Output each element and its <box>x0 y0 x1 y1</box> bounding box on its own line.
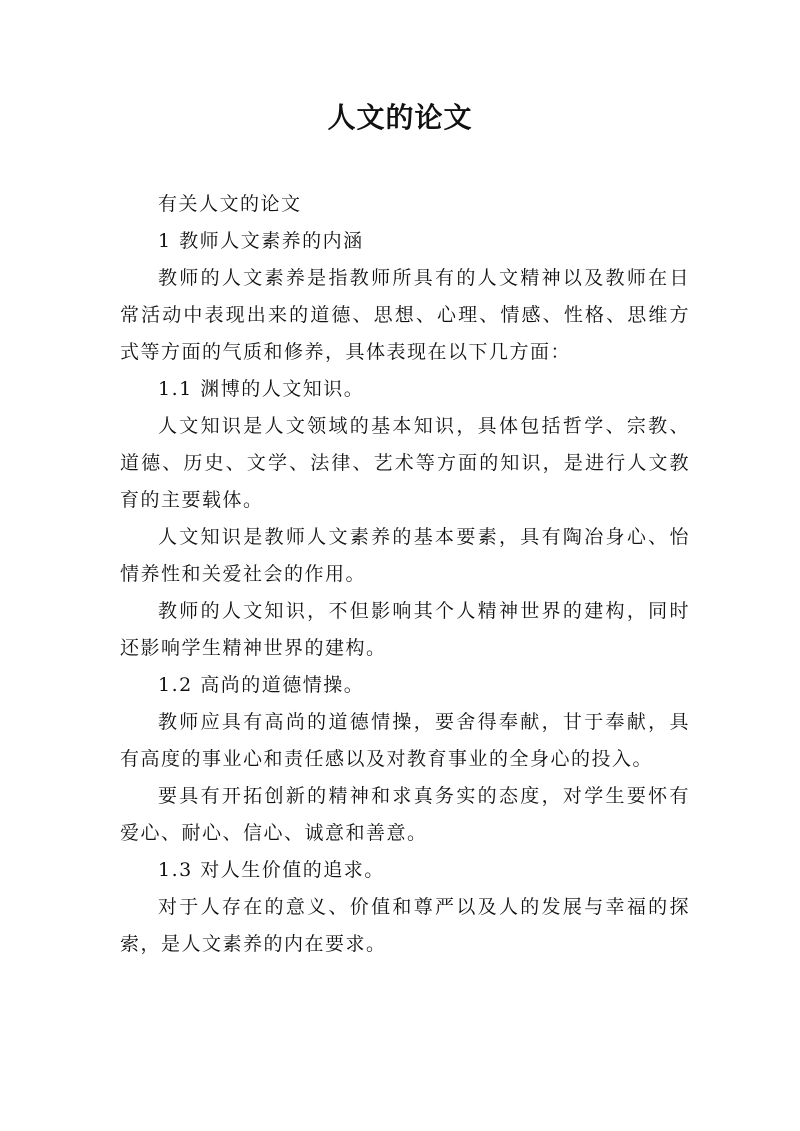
document-title: 人文的论文 <box>327 101 473 134</box>
paragraph: 教师的人文素养是指教师所具有的人文精神以及教师在日常活动中表现出来的道德、思想、心理、情感、性格、思维方式等方面的气质和修养，具体表现在以下几方面： <box>120 267 690 363</box>
paragraph: 要具有开拓创新的精神和求真务实的态度，对学生要怀有爱心、耐心、信心、诚意和善意。 <box>120 785 690 844</box>
paragraph-intro: 有关人文的论文 <box>158 193 302 215</box>
paragraph: 教师应具有高尚的道德情操，要舍得奉献，甘于奉献，具有高度的事业心和责任感以及对教育事业的全身心的投入。 <box>120 711 690 770</box>
paragraph: 对于人存在的意义、价值和尊严以及人的发展与幸福的探索，是人文素养的内在要求。 <box>120 896 690 955</box>
subsection-heading-1-1: 1.1 渊博的人文知识。 <box>158 378 365 400</box>
subsection-heading-1-3: 1.3 对人生价值的追求。 <box>158 859 385 881</box>
section-heading-1: 1 教师人文素养的内涵 <box>158 230 364 252</box>
paragraph: 人文知识是人文领域的基本知识，具体包括哲学、宗教、道德、历史、文学、法律、艺术等方面的知识，是进行人文教育的主要载体。 <box>120 415 690 511</box>
paragraph: 教师的人文知识，不但影响其个人精神世界的建构，同时还影响学生精神世界的建构。 <box>120 600 690 659</box>
document-body <box>120 186 690 963</box>
paragraph: 人文知识是教师人文素养的基本要素，具有陶冶身心、怡情养性和关爱社会的作用。 <box>120 526 690 585</box>
subsection-heading-1-2: 1.2 高尚的道德情操。 <box>158 674 365 696</box>
